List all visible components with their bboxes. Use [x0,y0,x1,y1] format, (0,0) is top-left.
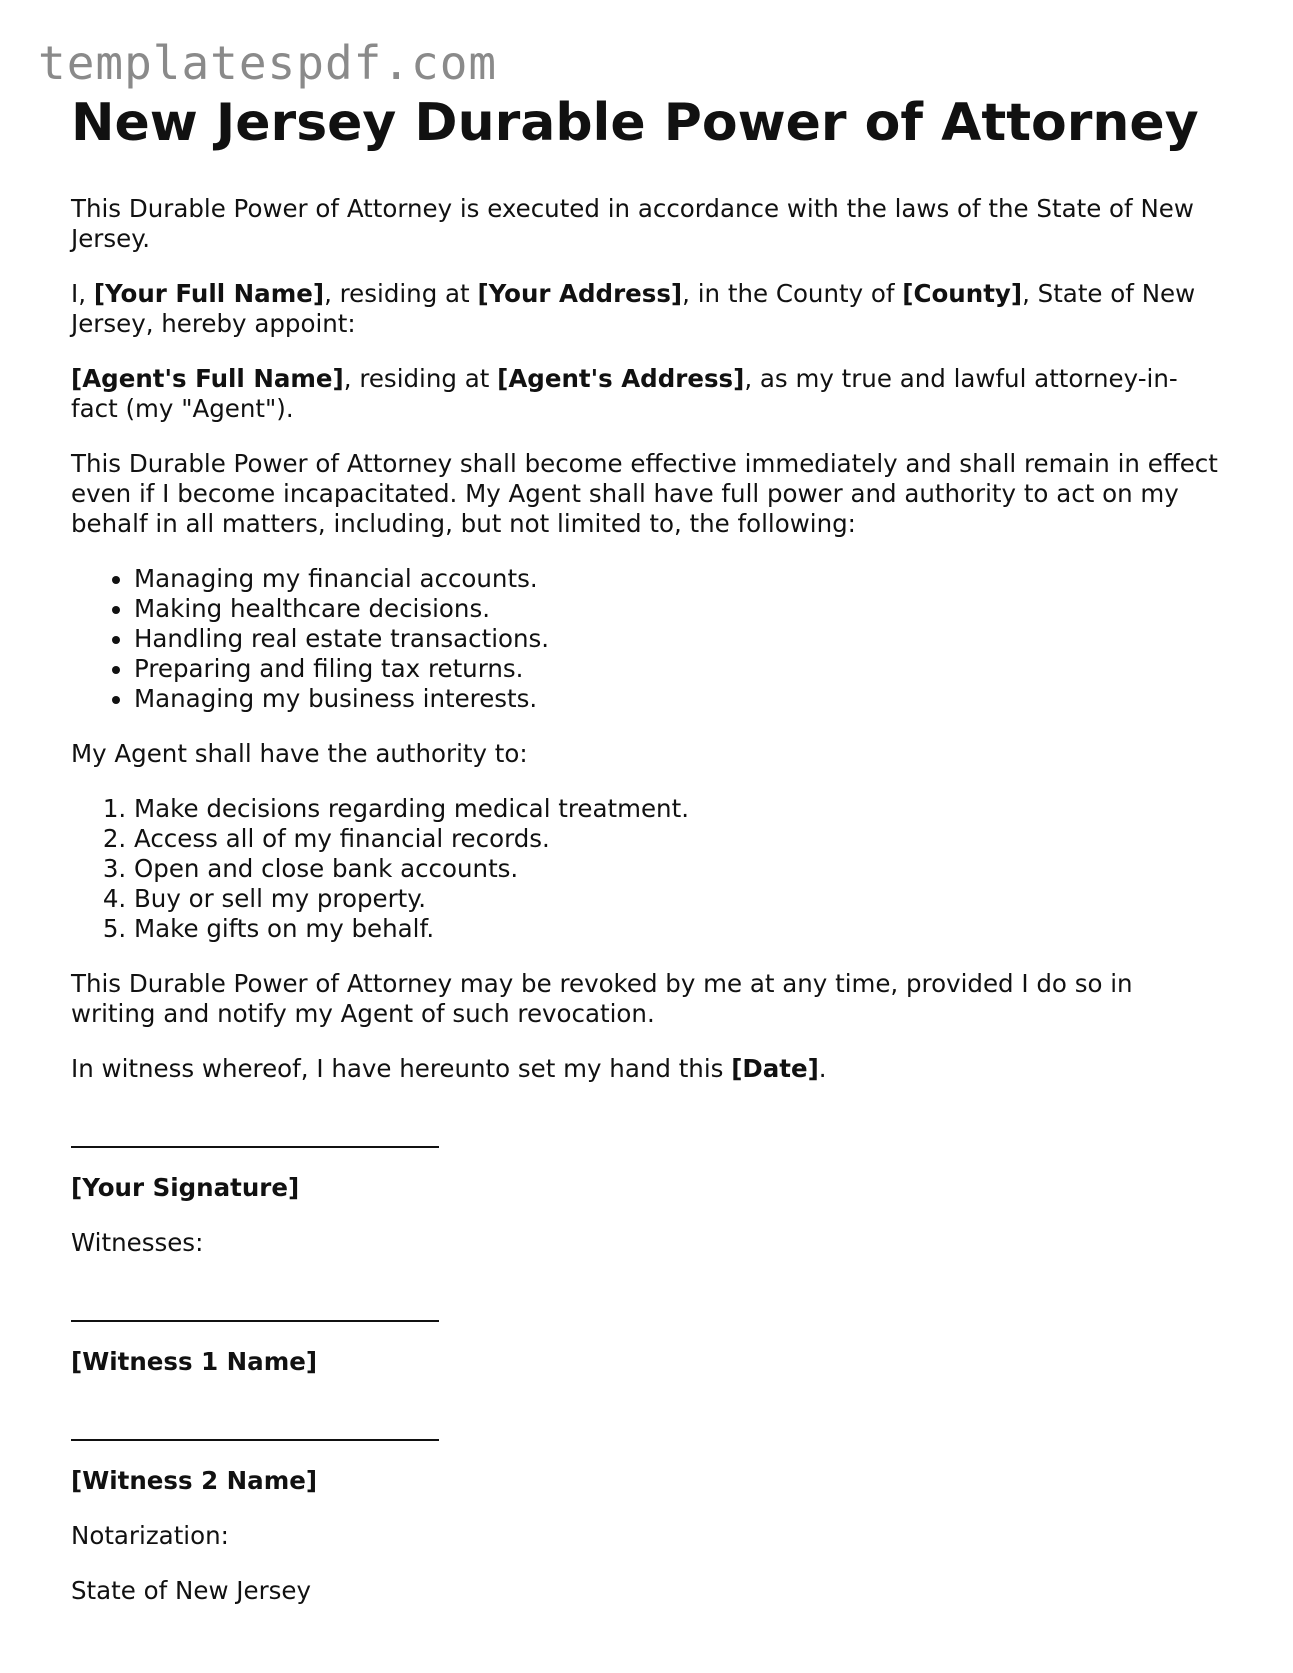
list-item: • Making healthcare decisions. [134,594,1221,624]
effective-paragraph: This Durable Power of Attorney shall become effective immediately and shall remain in effect even if I become incapacitated. My Agent shall have full power and authority to act on my behalf in all matters, including, but not limited to, the following: [71,449,1218,538]
list-item: 2. Access all of my financial records. [134,824,1221,854]
authorities-list [71,794,1221,944]
state-line: State of New Jersey [71,1576,311,1605]
date-placeholder: [Date] [731,1054,819,1083]
list-item: 1. Make decisions regarding medical treatment. [134,794,1221,824]
list-item: • Handling real estate transactions. [134,624,1221,654]
witness1-label: [Witness 1 Name] [71,1347,318,1376]
revocation-paragraph: This Durable Power of Attorney may be revoked by me at any time, provided I do so in writing and notify my Agent of such revocation. [71,969,1133,1028]
signature-label: [Your Signature] [71,1173,300,1202]
list-item: • Managing my business interests. [134,684,1221,714]
agent-name-placeholder: [Agent's Full Name] [71,364,344,393]
notarization-label: Notarization: [71,1521,229,1550]
powers-list [71,564,1221,714]
witness-clause: In witness whereof, I have hereunto set my hand this [Date]. [71,1054,827,1083]
page-title: New Jersey Durable Power of Attorney [71,93,1199,153]
watermark: templatespdf.com [38,36,498,90]
agent-address-placeholder: [Agent's Address] [497,364,745,393]
principal-name-placeholder: [Your Full Name] [93,279,325,308]
list-item: 4. Buy or sell my property. [134,884,1221,914]
list-item: 5. Make gifts on my behalf. [134,914,1221,944]
intro-paragraph: This Durable Power of Attorney is executed in accordance with the laws of the State of New Jersey. [71,194,1194,253]
principal-address-placeholder: [Your Address] [477,279,683,308]
list-item: • Managing my financial accounts. [134,564,1221,594]
county-placeholder: [County] [902,279,1023,308]
witness1-signature-line [71,1292,439,1322]
authority-intro: My Agent shall have the authority to: [71,739,528,768]
list-item: 3. Open and close bank accounts. [134,854,1221,884]
signature-line [71,1118,439,1148]
agent-paragraph: [Agent's Full Name], residing at [Agent's Address], as my true and lawful attorney-in-fact (my "Agent"). [71,364,1178,423]
principal-paragraph: I, [Your Full Name], residing at [Your Address], in the County of [County], State of New Jersey, hereby appoint: [71,279,1196,338]
witness2-label: [Witness 2 Name] [71,1466,318,1495]
list-item: • Preparing and filing tax returns. [134,654,1221,684]
witness2-signature-line [71,1411,439,1441]
witnesses-label: Witnesses: [71,1228,204,1257]
document-page [71,88,1221,1606]
